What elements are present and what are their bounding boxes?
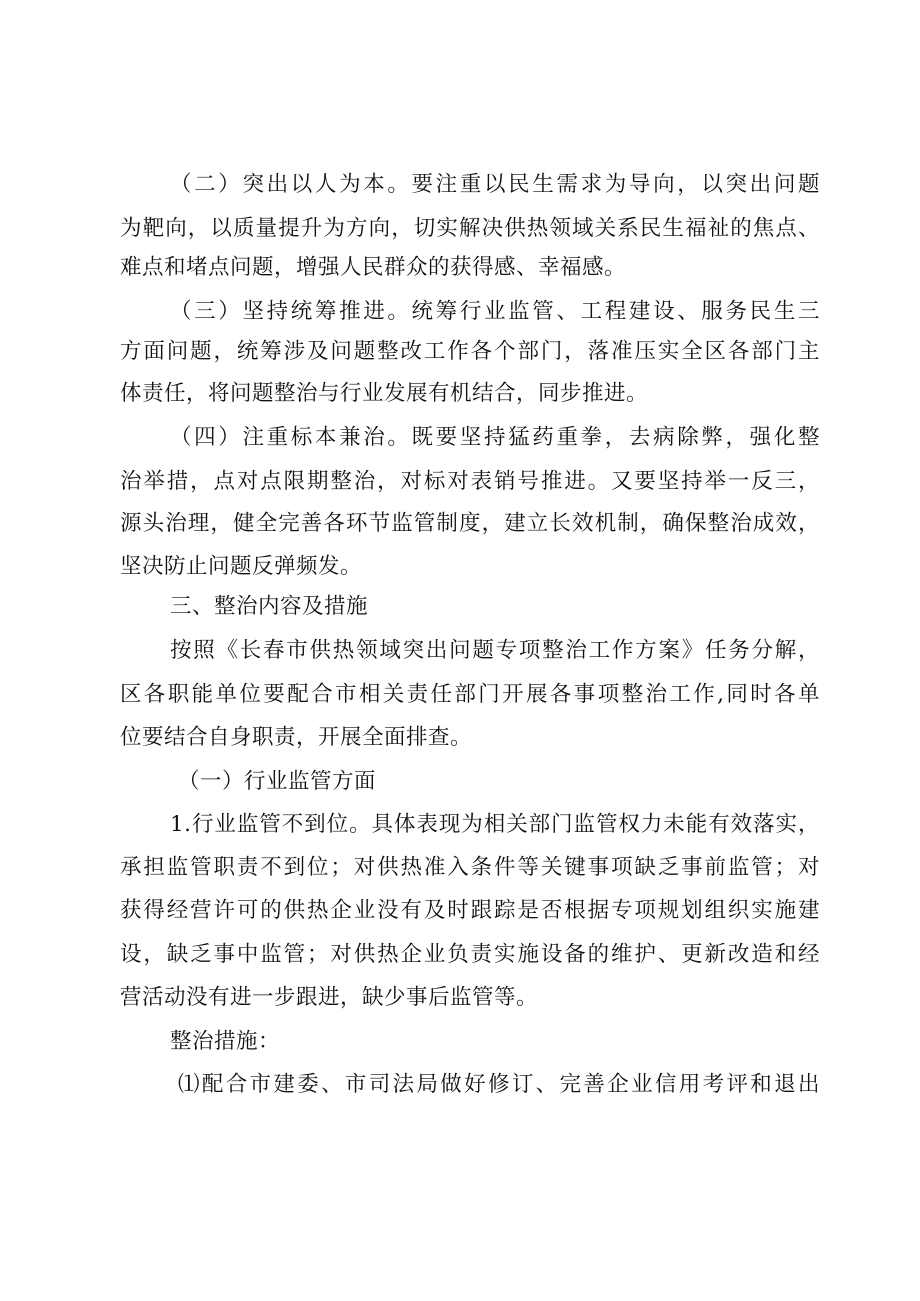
paragraph-line: 为靶向，以质量提升为方向，切实解决供热领域关系民生福祉的焦点、 bbox=[120, 216, 820, 241]
paragraph-line: 治举措，点对点限期整治，对标对表销号推进。又要坚持举一反三， bbox=[120, 469, 820, 494]
paragraph-line: 1.行业监管不到位。具体表现为相关部门监管权力未能有效落实， bbox=[170, 812, 820, 837]
paragraph-line: 难点和堵点问题，增强人民群众的获得感、幸福感。 bbox=[120, 255, 627, 280]
paragraph-line: 位要结合自身职责，开展全面排查。 bbox=[120, 725, 473, 750]
paragraph-line: 营活动没有进一步跟进，缺少事后监管等。 bbox=[120, 985, 539, 1010]
paragraph-line: 区各职能单位要配合市相关责任部门开展各事项整治工作,同时各单 bbox=[120, 682, 820, 707]
paragraph-line: 获得经营许可的供热企业没有及时跟踪是否根据专项规划组织实施建 bbox=[120, 898, 820, 923]
paragraph-line: 源头治理，健全完善各环节监管制度，建立长效机制，确保整治成效， bbox=[120, 511, 820, 536]
measures-heading: 整治措施： bbox=[170, 1029, 281, 1054]
paragraph-line: （二）突出以人为本。要注重以民生需求为导向，以突出问题 bbox=[170, 172, 820, 197]
paragraph-line: （四）注重标本兼治。既要坚持猛药重拳，去病除弊，强化整 bbox=[170, 425, 820, 450]
paragraph-line: 坚决防止问题反弹频发。 bbox=[120, 554, 363, 579]
paragraph-line: 按照《长春市供热领域突出问题专项整治工作方案》任务分解， bbox=[170, 638, 820, 663]
paragraph-line: 体责任，将问题整治与行业发展有机结合，同步推进。 bbox=[120, 381, 649, 406]
subsection-heading: （一）行业监管方面 bbox=[178, 769, 377, 794]
paragraph-line: （三）坚持统筹推进。统筹行业监管、工程建设、服务民生三 bbox=[170, 299, 820, 324]
paragraph-line: 承担监管职责不到位；对供热准入条件等关键事项缺乏事前监管；对 bbox=[120, 855, 820, 880]
paragraph-line: 方面问题，统筹涉及问题整改工作各个部门，落准压实全区各部门主 bbox=[120, 339, 820, 364]
paragraph-line: 设，缺乏事中监管；对供热企业负责实施设备的维护、更新改造和经 bbox=[120, 942, 820, 967]
section-heading: 三、整治内容及措施 bbox=[170, 594, 369, 619]
paragraph-line: ⑴配合市建委、市司法局做好修订、完善企业信用考评和退出 bbox=[178, 1072, 820, 1097]
